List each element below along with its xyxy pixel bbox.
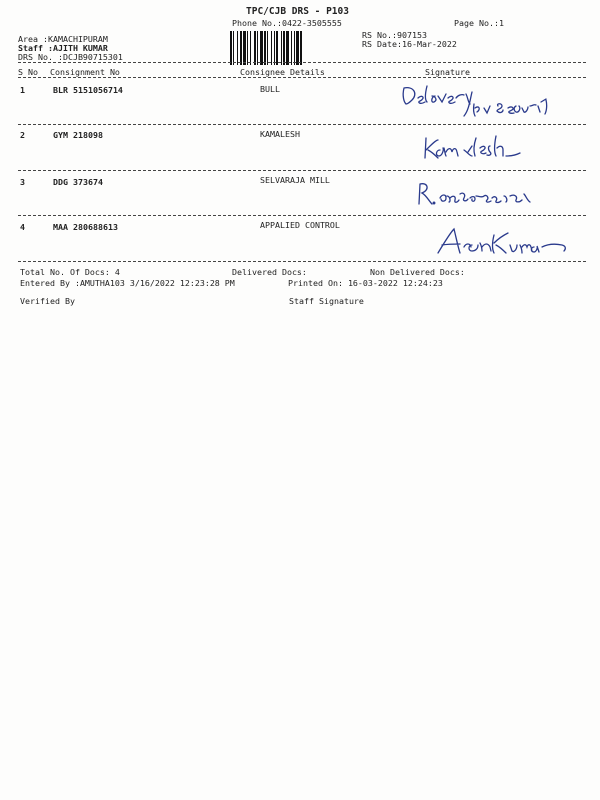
signature-2	[422, 132, 532, 166]
page-number: Page No.:1	[454, 18, 504, 28]
row-consignment: MAA 280688613	[53, 222, 118, 232]
row-sno: 1	[20, 85, 25, 95]
barcode	[230, 31, 356, 65]
non-delivered-docs: Non Delivered Docs:	[370, 267, 465, 277]
rs-number: RS No.:907153	[362, 30, 427, 40]
drs-number: DRS No. :DCJB90715301	[18, 52, 123, 62]
col-header-consignee: Consignee Details	[240, 67, 325, 77]
staff-label: Staff :AJITH KUMAR	[18, 43, 108, 53]
divider	[18, 215, 586, 216]
divider	[18, 124, 586, 125]
row-consignment: DDG 373674	[53, 177, 103, 187]
entered-by: Entered By :AMUTHA103 3/16/2022 12:23:28 PM	[20, 278, 235, 288]
total-docs: Total No. Of Docs: 4	[20, 267, 120, 277]
row-sno: 3	[20, 177, 25, 187]
delivered-docs: Delivered Docs:	[232, 267, 307, 277]
divider	[18, 77, 586, 78]
row-consignee: SELVARAJA MILL	[260, 175, 330, 185]
divider	[18, 62, 586, 63]
divider	[18, 261, 586, 262]
row-consignee: APPALIED CONTROL	[260, 220, 340, 230]
signature-4	[434, 225, 574, 259]
col-header-signature: Signature	[425, 67, 470, 77]
signature-3	[414, 180, 544, 212]
printed-on: Printed On: 16-03-2022 12:24:23	[288, 278, 443, 288]
document-title: TPC/CJB DRS - P103	[246, 6, 349, 17]
phone-number: Phone No.:0422-3505555	[232, 18, 342, 28]
area-label: Area :KAMACHIPURAM	[18, 34, 108, 44]
signature-1	[398, 80, 558, 122]
col-header-sno: S No	[18, 67, 38, 77]
row-consignment: BLR 5151056714	[53, 85, 123, 95]
row-consignment: GYM 218098	[53, 130, 103, 140]
row-consignee: BULL	[260, 84, 280, 94]
verified-by: Verified By	[20, 296, 75, 306]
col-header-consignment: Consignment No	[50, 67, 120, 77]
row-sno: 4	[20, 222, 25, 232]
staff-signature: Staff Signature	[289, 296, 364, 306]
divider	[18, 170, 586, 171]
rs-date: RS Date:16-Mar-2022	[362, 39, 457, 49]
row-sno: 2	[20, 130, 25, 140]
row-consignee: KAMALESH	[260, 129, 300, 139]
